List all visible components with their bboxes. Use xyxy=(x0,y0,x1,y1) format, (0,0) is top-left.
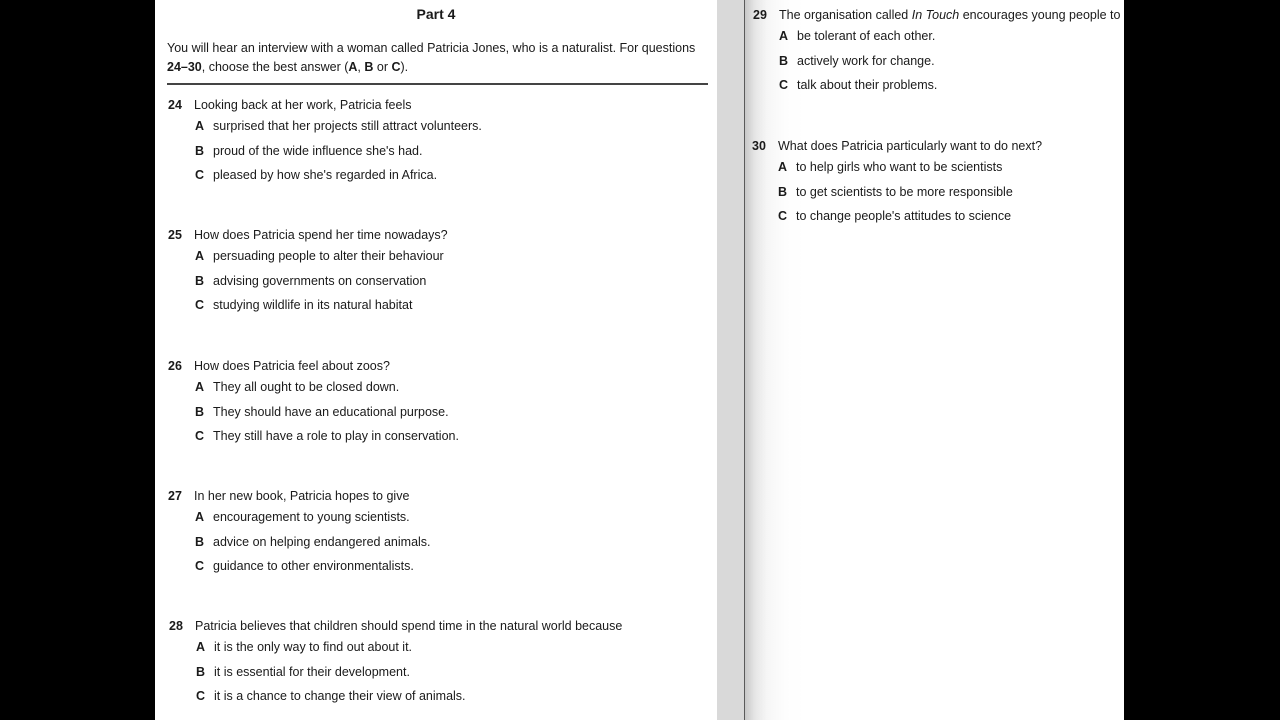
option-text: They still have a role to play in conservation. xyxy=(213,429,459,443)
option-text: studying wildlife in its natural habitat xyxy=(213,298,413,312)
option-text: actively work for change. xyxy=(797,53,935,68)
option-text: guidance to other environmentalists. xyxy=(213,559,414,573)
option-c-ref: C xyxy=(391,59,401,74)
option-text: proud of the wide influence she's had. xyxy=(213,143,423,158)
instructions-text: You will hear an interview with a woman called Patricia Jones, who is a naturalist. For questions xyxy=(167,41,696,55)
organisation-name: In Touch xyxy=(911,8,960,22)
option-letter: A xyxy=(196,640,206,654)
question-number: 27 xyxy=(168,489,182,503)
option-letter: B xyxy=(195,404,205,419)
option-letter: B xyxy=(778,184,788,199)
question-stem: What does Patricia particularly want to do next? xyxy=(778,139,1043,153)
question-stem: Patricia believes that children should spend time in the natural world because xyxy=(195,619,623,633)
option-text: talk about their problems. xyxy=(797,78,938,92)
separator-text: or xyxy=(373,59,392,74)
option-text: surprised that her projects still attract volunteers. xyxy=(213,119,482,133)
option-letter: C xyxy=(779,78,789,92)
option-letter: A xyxy=(778,160,788,174)
option-text: advising governments on conservation xyxy=(213,273,427,288)
option-text: persuading people to alter their behaviour xyxy=(213,249,444,263)
question-stem: How does Patricia spend her time nowadays? xyxy=(194,228,448,242)
question-stem: Looking back at her work, Patricia feels xyxy=(194,98,412,112)
option-text: to get scientists to be more responsible xyxy=(796,184,1013,199)
option-letter: B xyxy=(195,143,205,158)
option-letter: A xyxy=(195,510,205,524)
option-text: pleased by how she's regarded in Africa. xyxy=(213,168,438,182)
question-number: 26 xyxy=(168,359,182,373)
right-page xyxy=(745,0,1124,720)
left-page xyxy=(155,0,717,720)
page-gutter xyxy=(717,0,744,720)
option-text: They all ought to be closed down. xyxy=(213,380,400,394)
option-text: advice on helping endangered animals. xyxy=(213,534,431,549)
option-letter: C xyxy=(196,689,206,703)
option-letter: B xyxy=(195,273,205,288)
option-letter: A xyxy=(779,29,789,43)
option-letter: C xyxy=(195,298,205,312)
separator-text: , xyxy=(357,59,365,74)
option-text: encouragement to young scientists. xyxy=(213,510,410,524)
option-letter: C xyxy=(195,559,205,573)
divider xyxy=(167,83,708,85)
option-letter: A xyxy=(195,119,205,133)
option-text: it is the only way to find out about it. xyxy=(214,640,413,654)
option-text: it is a chance to change their view of animals. xyxy=(214,689,466,703)
instructions xyxy=(167,39,712,76)
question-range: 24–30 xyxy=(167,59,202,74)
instructions-text: , choose the best answer ( xyxy=(201,59,349,74)
question-number: 25 xyxy=(168,228,182,242)
option-letter: B xyxy=(195,534,205,549)
question-stem: How does Patricia feel about zoos? xyxy=(194,359,390,373)
option-b-ref: B xyxy=(364,59,374,74)
question-stem xyxy=(779,6,1120,24)
option-letter: C xyxy=(778,209,788,223)
question-number: 24 xyxy=(168,98,182,112)
stem-text: The organisation called xyxy=(779,8,912,22)
option-text: be tolerant of each other. xyxy=(797,29,936,43)
option-letter: B xyxy=(196,664,206,679)
question-stem: In her new book, Patricia hopes to give xyxy=(194,489,410,503)
option-letter: A xyxy=(195,380,205,394)
part-title: Part 4 xyxy=(416,6,456,22)
option-text: They should have an educational purpose. xyxy=(213,404,449,419)
option-a-ref: A xyxy=(348,59,358,74)
question-number: 28 xyxy=(169,619,183,633)
question-number: 30 xyxy=(752,139,766,153)
option-letter: C xyxy=(195,168,205,182)
option-text: it is essential for their development. xyxy=(214,664,410,679)
instructions-text: ). xyxy=(400,59,409,74)
option-text: to change people's attitudes to science xyxy=(796,209,1012,223)
question-number: 29 xyxy=(753,8,767,22)
option-letter: C xyxy=(195,429,205,443)
option-letter: A xyxy=(195,249,205,263)
stem-text: encourages young people to xyxy=(959,8,1121,22)
option-text: to help girls who want to be scientists xyxy=(796,160,1003,174)
option-letter: B xyxy=(779,53,789,68)
